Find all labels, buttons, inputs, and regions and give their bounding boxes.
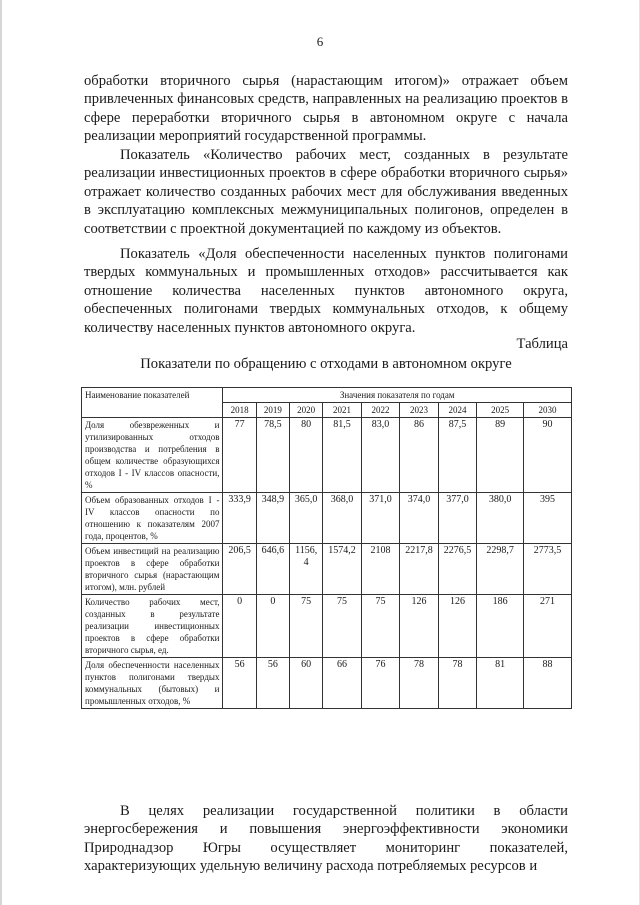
indicator-value: 77 (223, 418, 256, 493)
table-title: Показатели по обращению с отходами в автономном округе (140, 356, 512, 372)
year-header: 2022 (361, 403, 399, 418)
year-header: 2020 (290, 403, 323, 418)
indicator-value: 83,0 (361, 418, 399, 493)
year-header: 2023 (400, 403, 438, 418)
table-label: Таблица (516, 336, 568, 352)
indicator-value: 333,9 (223, 493, 256, 544)
indicator-value: 365,0 (290, 493, 323, 544)
indicator-value: 271 (524, 595, 572, 658)
indicator-value: 348,9 (256, 493, 289, 544)
year-header: 2021 (323, 403, 361, 418)
table-header-name: Наименование показателей (82, 388, 223, 418)
paragraph-1: обработки вторичного сырья (нарастающим итогом)» отражает объем привлеченных финансовых средств, направленных на реализацию проектов в сфере переработки вторичного сырья в автономном округе с начала реализации мероприятий государственной программы. (84, 73, 568, 145)
indicator-value: 2298,7 (477, 544, 524, 595)
indicator-value: 126 (400, 595, 438, 658)
indicator-value: 0 (223, 595, 256, 658)
table-row (82, 544, 572, 595)
table-row (82, 418, 572, 493)
paragraph-2: Показатель «Количество рабочих мест, созданных в результате реализации инвестиционных проектов в сфере обработки вторичного сырья» отражает количество созданных рабочих мест для обслуживания введенных в эксплуатацию комплексных межмуниципальных полигонов, определен в соответствии с проектной документацией по каждому из объектов. (84, 147, 568, 237)
indicator-value: 81 (477, 658, 524, 709)
table-row (82, 658, 572, 709)
year-header: 2030 (524, 403, 572, 418)
indicator-value: 395 (524, 493, 572, 544)
indicator-value: 76 (361, 658, 399, 709)
indicator-value: 2217,8 (400, 544, 438, 595)
table-row (82, 493, 572, 544)
indicator-value: 88 (524, 658, 572, 709)
table-header-values: Значения показателя по годам (223, 388, 572, 403)
year-header: 2019 (256, 403, 289, 418)
indicator-value: 66 (323, 658, 361, 709)
indicator-value: 56 (223, 658, 256, 709)
paragraph-4: В целях реализации государственной политики в области энергосбережения и повышения энергоэффективности экономики Природнадзор Югры осуществляет мониторинг показателей, характеризующих удельную величину расхода потребляемых ресурсов и (84, 803, 568, 875)
indicator-value: 377,0 (438, 493, 476, 544)
indicator-value: 368,0 (323, 493, 361, 544)
indicator-name: Доля обезвреженных и утилизированных отходов производства и потребления в общем количестве образующихся отходов I - IV классов опасности, % (82, 418, 223, 493)
year-header: 2024 (438, 403, 476, 418)
indicator-value: 60 (290, 658, 323, 709)
indicator-value: 90 (524, 418, 572, 493)
indicators-table (81, 387, 572, 709)
indicator-name: Доля обеспеченности населенных пунктов полигонами твердых коммунальных (бытовых) и промышленных отходов, % (82, 658, 223, 709)
indicator-value: 2108 (361, 544, 399, 595)
indicator-value: 1156,4 (290, 544, 323, 595)
indicator-value: 78,5 (256, 418, 289, 493)
indicator-value: 75 (361, 595, 399, 658)
indicator-value: 206,5 (223, 544, 256, 595)
indicator-value: 78 (438, 658, 476, 709)
indicator-value: 0 (256, 595, 289, 658)
indicator-value: 80 (290, 418, 323, 493)
indicator-value: 374,0 (400, 493, 438, 544)
year-header: 2018 (223, 403, 256, 418)
indicator-value: 1574,2 (323, 544, 361, 595)
indicator-value: 56 (256, 658, 289, 709)
indicator-value: 75 (323, 595, 361, 658)
indicator-name: Объем образованных отходов I - IV классов опасности по отношению к показателям 2007 года, процентов, % (82, 493, 223, 544)
indicator-value: 86 (400, 418, 438, 493)
indicator-value: 87,5 (438, 418, 476, 493)
indicator-value: 646,6 (256, 544, 289, 595)
indicator-value: 2276,5 (438, 544, 476, 595)
page-number: 6 (316, 34, 324, 49)
indicator-value: 380,0 (477, 493, 524, 544)
indicator-value: 89 (477, 418, 524, 493)
year-header: 2025 (477, 403, 524, 418)
page-left-edge (0, 0, 2, 905)
table-row (82, 595, 572, 658)
indicator-value: 371,0 (361, 493, 399, 544)
indicator-name: Объем инвестиций на реализацию проектов в сфере обработки вторичного сырья (нарастающим итогом), млн. рублей (82, 544, 223, 595)
indicator-name: Количество рабочих мест, созданных в результате реализации инвестиционных проектов в сфере обработки вторичного сырья, ед. (82, 595, 223, 658)
paragraph-3: Показатель «Доля обеспеченности населенных пунктов полигонами твердых коммунальных и промышленных отходов» рассчитывается как отношение количества населенных пунктов автономного округа, обеспеченных полигонами твердых коммунальных отходов, к общему количеству населенных пунктов автономного округа. (84, 246, 568, 336)
indicator-value: 81,5 (323, 418, 361, 493)
indicator-value: 78 (400, 658, 438, 709)
indicator-value: 75 (290, 595, 323, 658)
indicator-value: 126 (438, 595, 476, 658)
indicator-value: 186 (477, 595, 524, 658)
indicator-value: 2773,5 (524, 544, 572, 595)
